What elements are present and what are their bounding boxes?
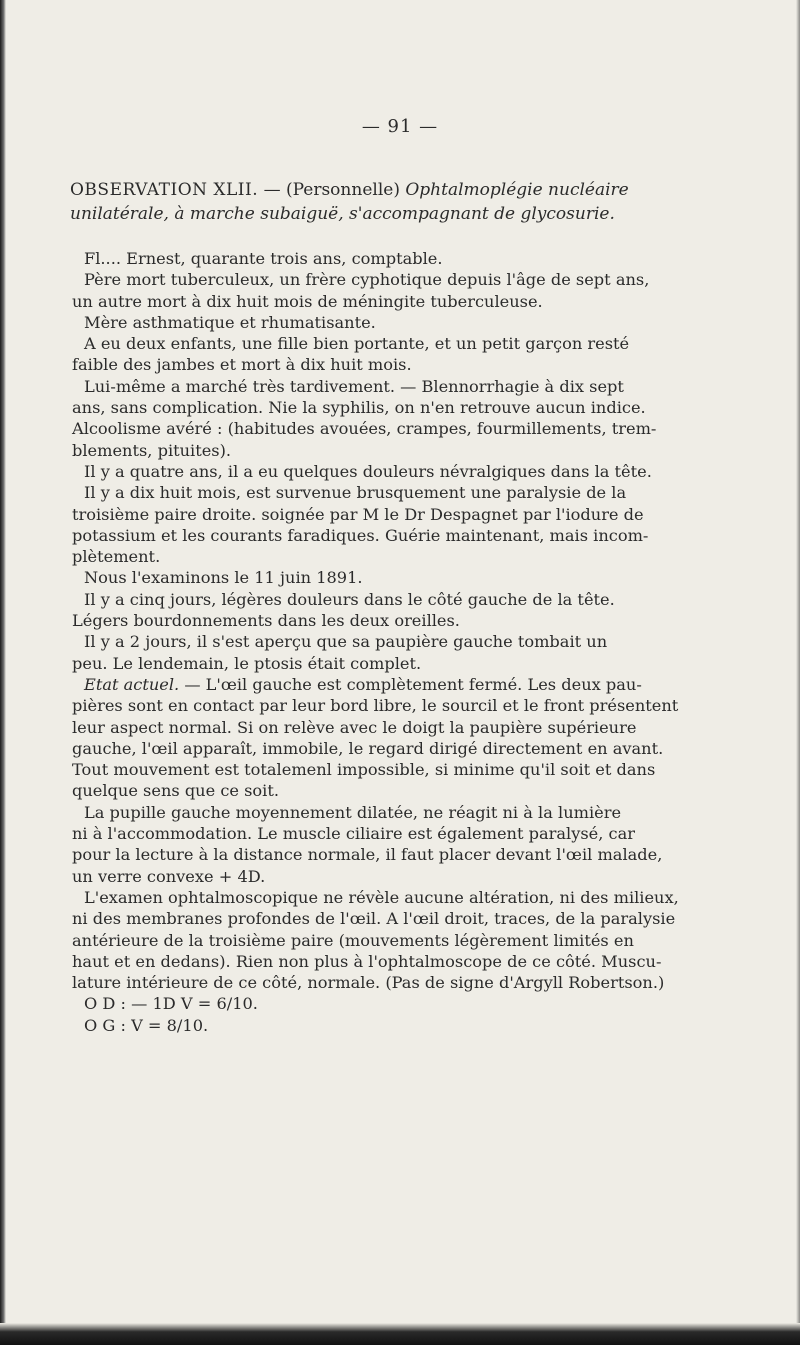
text-line (72, 951, 752, 972)
text-line (72, 653, 752, 674)
text-line (72, 567, 752, 588)
text-line (72, 674, 752, 695)
line-text: Tout mouvement est totalemenl impossible, si minime qu'il soit et dans (72, 760, 656, 780)
line-text: O G : V = 8/10. (84, 1015, 209, 1035)
page-right-edge-shadow (796, 0, 800, 1345)
text-line (72, 759, 752, 780)
text-line (72, 354, 752, 375)
observation-title-line1: Ophtalmoplégie nucléaire (405, 180, 629, 200)
observation-type: (Personnelle) (285, 180, 400, 200)
line-text: peu. Le lendemain, le ptosis était complet. (72, 653, 422, 673)
heading-dash: — (263, 180, 281, 200)
text-line (72, 461, 752, 482)
text-line (72, 993, 752, 1014)
text-line (72, 717, 752, 738)
observation-heading (70, 178, 750, 226)
text-line (72, 269, 752, 290)
line-text: Il y a cinq jours, légères douleurs dans le côté gauche de la tête. (84, 589, 615, 609)
page-left-edge-shadow (0, 0, 6, 1345)
line-text: un verre convexe + 4D. (72, 866, 266, 886)
line-text: antérieure de la troisième paire (mouvements légèrement limités en (72, 930, 634, 950)
line-text: La pupille gauche moyennement dilatée, ne réagit ni à la lumière (84, 802, 622, 822)
line-text: lature intérieure de ce côté, normale. (Pas de signe d'Argyll Robertson.) (72, 973, 665, 993)
section-lead: Etat actuel. (84, 674, 180, 694)
text-line (72, 312, 752, 333)
text-line (72, 525, 752, 546)
line-text: Père mort tuberculeux, un frère cyphotique depuis l'âge de sept ans, (84, 270, 650, 290)
page-number: — 91 — (361, 116, 439, 137)
text-line (72, 823, 752, 844)
line-text: — L'œil gauche est complètement fermé. Les deux pau- (179, 674, 642, 694)
line-text: Il y a dix huit mois, est survenue brusquement une paralysie de la (84, 483, 627, 503)
line-text: leur aspect normal. Si on relève avec le doigt la paupière supérieure (72, 717, 637, 737)
line-text: pour la lecture à la distance normale, il faut placer devant l'œil malade, (72, 845, 663, 865)
text-line (72, 333, 752, 354)
line-text: haut et en dedans). Rien non plus à l'ophtalmoscope de ce côté. Muscu- (72, 951, 662, 971)
text-line (72, 482, 752, 503)
text-line (72, 930, 752, 951)
line-text: ans, sans complication. Nie la syphilis, on n'en retrouve aucun indice. (72, 398, 646, 418)
line-text: Il y a 2 jours, il s'est aperçu que sa paupière gauche tombait un (84, 632, 608, 652)
line-text: Légers bourdonnements dans les deux oreilles. (72, 611, 460, 631)
text-line (72, 418, 752, 439)
line-text: faible des jambes et mort à dix huit mois. (72, 355, 412, 375)
line-text: potassium et les courants faradiques. Guérie maintenant, mais incom- (72, 525, 649, 545)
line-text: Alcoolisme avéré : (habitudes avouées, crampes, fourmillements, trem- (72, 419, 657, 439)
line-text: gauche, l'œil apparaît, immobile, le regard dirigé directement en avant. (72, 738, 664, 758)
text-line (72, 866, 752, 887)
text-line (72, 802, 752, 823)
line-text: Lui-même a marché très tardivement. — Blennorrhagie à dix sept (84, 376, 624, 396)
line-text: un autre mort à dix huit mois de méningite tuberculeuse. (72, 291, 543, 311)
line-text: pières sont en contact par leur bord libre, le sourcil et le front présentent (72, 696, 679, 716)
line-text: ni à l'accommodation. Le muscle ciliaire est également paralysé, car (72, 824, 635, 844)
line-text: ni des membranes profondes de l'œil. A l'œil droit, traces, de la paralysie (72, 909, 676, 929)
line-text: plètement. (72, 547, 161, 567)
text-line (72, 291, 752, 312)
line-text: A eu deux enfants, une fille bien portante, et un petit garçon resté (84, 334, 630, 354)
observation-label: OBSERVATION XLII. (70, 180, 259, 200)
text-line (72, 397, 752, 418)
line-text: quelque sens que ce soit. (72, 781, 280, 801)
text-line (72, 631, 752, 652)
text-line (72, 546, 752, 567)
line-text: Il y a quatre ans, il a eu quelques douleurs névralgiques dans la tête. (84, 461, 652, 481)
text-line (72, 844, 752, 865)
page-bottom-edge (0, 1323, 800, 1345)
line-text: Fl.... Ernest, quarante trois ans, comptable. (84, 249, 443, 268)
text-line (72, 610, 752, 631)
line-text: L'examen ophtalmoscopique ne révèle aucune altération, ni des milieux, (84, 887, 679, 907)
line-text: troisième paire droite. soignée par M le Dr Despagnet par l'iodure de (72, 504, 644, 524)
text-line (72, 248, 752, 269)
line-text: Mère asthmatique et rhumatisante. (84, 312, 376, 332)
text-line (72, 1015, 752, 1036)
text-line (72, 504, 752, 525)
text-line (72, 695, 752, 716)
text-line (72, 738, 752, 759)
line-text: blements, pituites). (72, 440, 232, 460)
text-line (72, 376, 752, 397)
text-line (72, 972, 752, 993)
text-line (72, 589, 752, 610)
text-line (72, 440, 752, 461)
line-text: O D : — 1D V = 6/10. (84, 994, 258, 1014)
text-line (72, 780, 752, 801)
line-text: Nous l'examinons le 11 juin 1891. (84, 568, 363, 588)
text-line (72, 887, 752, 908)
observation-title-line2: unilatérale, à marche subaiguë, s'accompagnant de glycosurie. (70, 204, 615, 224)
text-line (72, 908, 752, 929)
observation-body (72, 248, 752, 1036)
